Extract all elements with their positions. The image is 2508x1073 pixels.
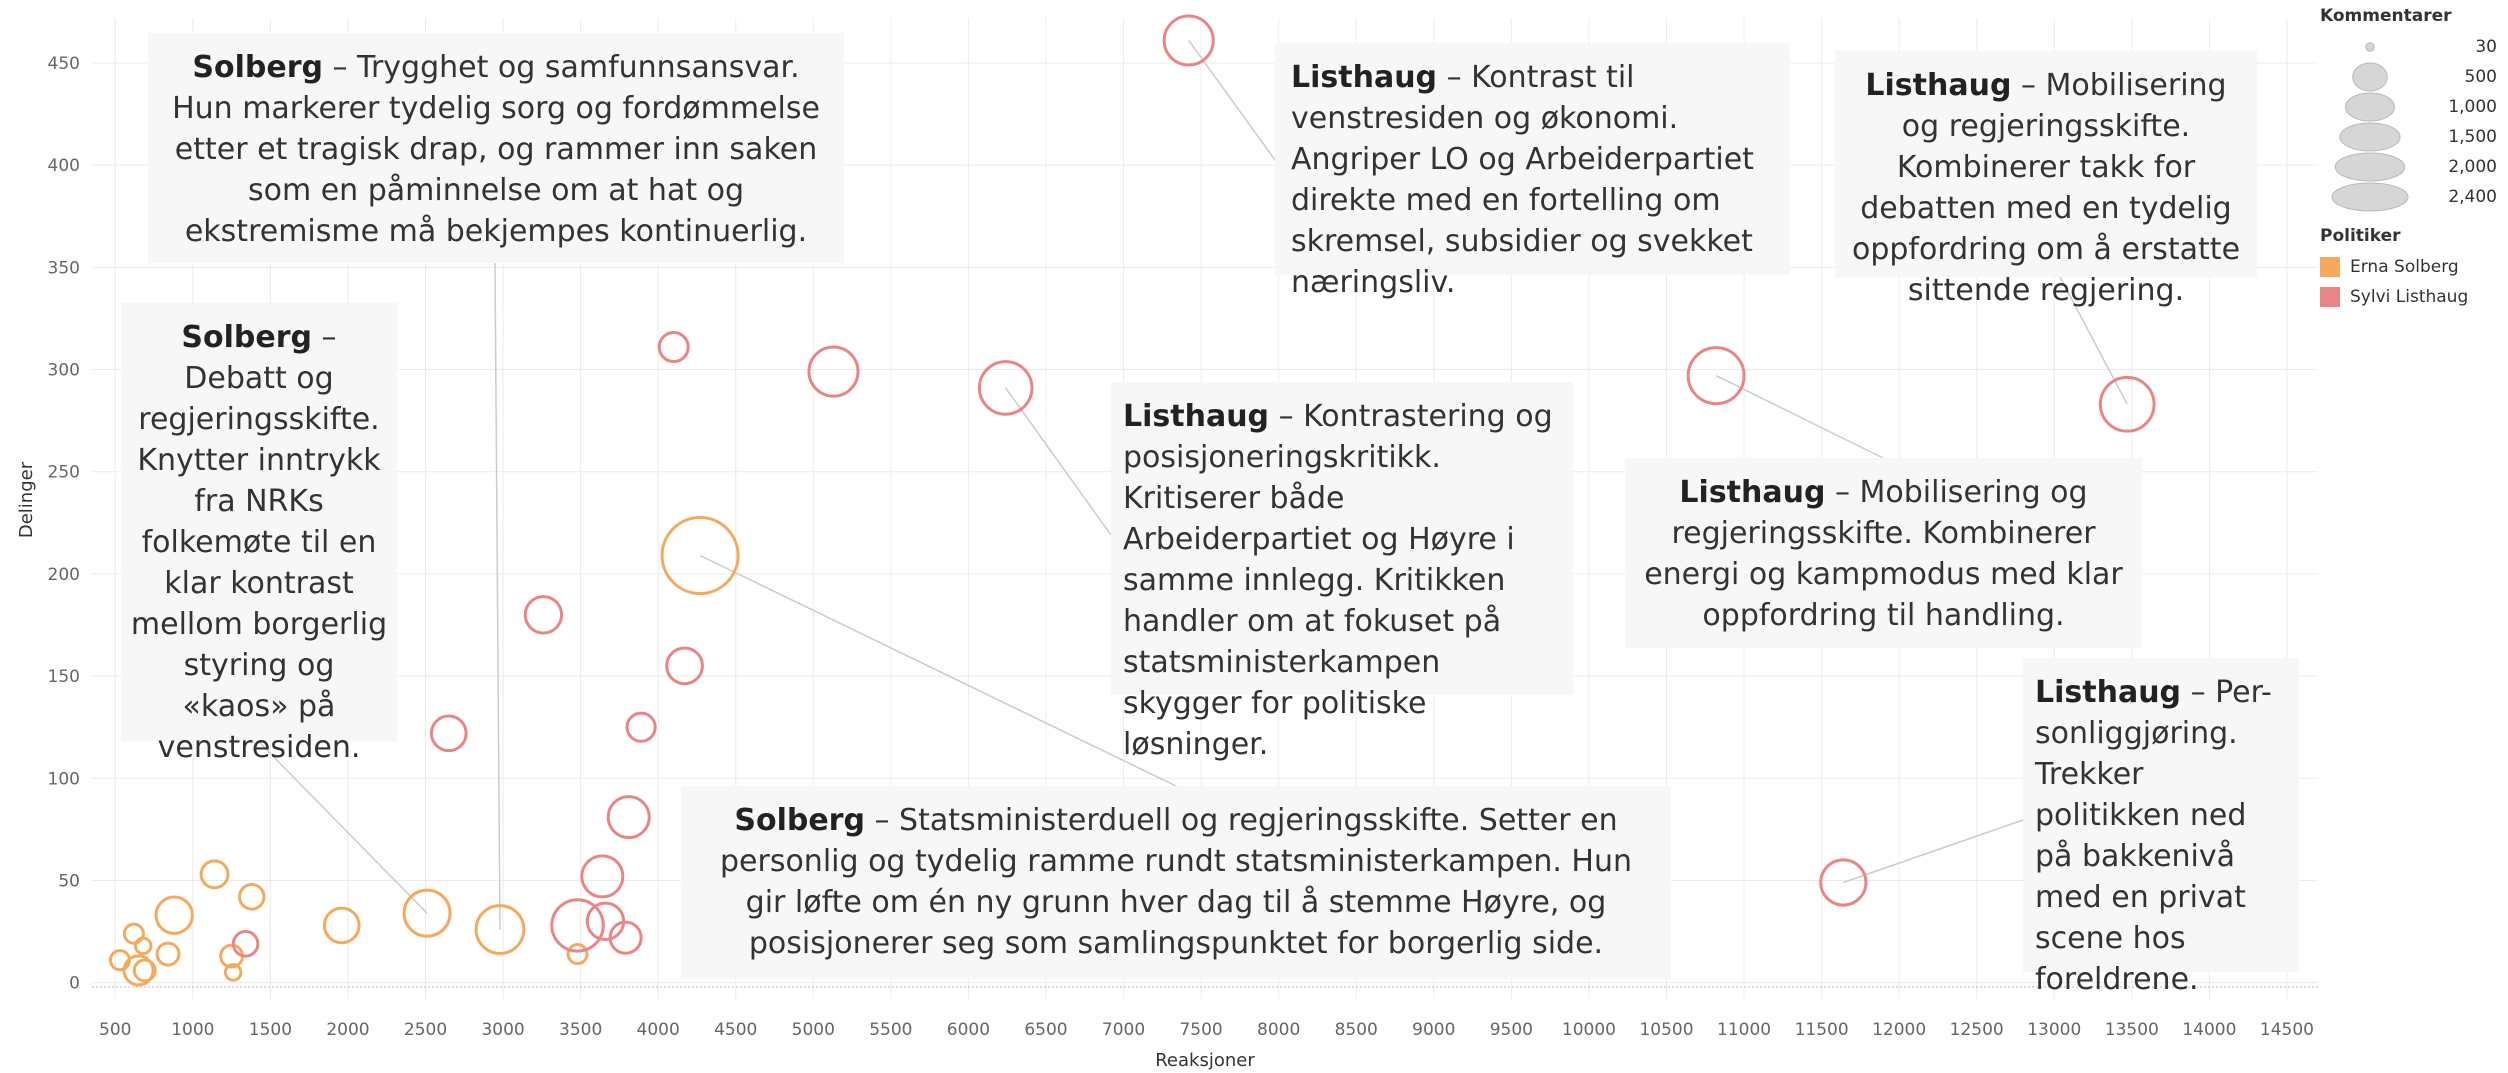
data-point-erna-solberg[interactable] <box>156 897 192 933</box>
annotation-listhaug-mobilisering-takk <box>1835 51 2257 308</box>
annotation-text: – Mobilisering og regjeringsskifte. Kombinerer takk for debatten med en tydelig oppfordring om å erstatte sittende regjering. <box>1851 68 2241 308</box>
data-point-erna-solberg[interactable] <box>568 945 587 964</box>
x-tick-label: 11500 <box>1794 1020 1849 1040</box>
size-legend-label: 2,000 <box>2448 157 2497 177</box>
data-point-sylvi-listhaug[interactable] <box>659 333 688 362</box>
data-point-sylvi-listhaug[interactable] <box>608 797 649 838</box>
y-tick-label: 150 <box>47 667 80 688</box>
x-tick-label: 4000 <box>636 1020 680 1040</box>
annotation-politician-name: Solberg <box>192 50 323 85</box>
x-tick-label: 10000 <box>1561 1020 1616 1040</box>
size-legend-label: 1,500 <box>2448 127 2497 147</box>
x-tick-label: 13000 <box>2027 1020 2082 1040</box>
size-legend-bubble <box>2320 62 2420 92</box>
legend-swatch <box>2320 257 2340 277</box>
y-tick-label: 0 <box>69 973 80 994</box>
size-legend-bubble <box>2320 122 2420 152</box>
y-tick-label: 100 <box>47 769 80 790</box>
x-tick-label: 500 <box>99 1020 132 1040</box>
x-tick-label: 6000 <box>946 1020 991 1040</box>
x-tick-label: 3500 <box>559 1020 603 1040</box>
size-legend-circle <box>2340 123 2400 151</box>
size-legend-label: 30 <box>2475 37 2497 57</box>
data-point-sylvi-listhaug[interactable] <box>809 347 858 396</box>
data-point-sylvi-listhaug[interactable] <box>582 856 623 897</box>
x-tick-label: 2000 <box>326 1020 370 1040</box>
size-legend <box>2320 32 2505 212</box>
legend-item-erna-solberg[interactable] <box>2320 252 2505 282</box>
size-legend-item <box>2320 182 2505 212</box>
legend-label: Sylvi Listhaug <box>2350 287 2469 307</box>
annotation-listhaug-personliggjoring <box>2023 658 2299 997</box>
size-legend-label: 1,000 <box>2448 97 2497 117</box>
x-tick-label: 1000 <box>171 1020 215 1040</box>
data-point-sylvi-listhaug[interactable] <box>587 903 623 939</box>
size-legend-title: Kommentarer <box>2320 6 2452 26</box>
y-tick-label: 250 <box>47 462 80 483</box>
size-legend-circle <box>2345 93 2394 121</box>
annotation-politician-name: Listhaug <box>1123 399 1270 434</box>
x-tick-label: 9000 <box>1412 1020 1456 1040</box>
annotation-connector <box>1843 820 2023 883</box>
annotation-politician-name: Listhaug <box>1291 60 1438 95</box>
legend-item-sylvi-listhaug[interactable] <box>2320 282 2505 312</box>
x-tick-label: 5500 <box>869 1020 913 1040</box>
data-point-sylvi-listhaug[interactable] <box>525 597 561 633</box>
x-tick-label: 14000 <box>2182 1020 2237 1040</box>
x-tick-label: 7000 <box>1101 1020 1146 1040</box>
x-tick-labels <box>99 1020 2314 1040</box>
legend <box>2320 6 2505 312</box>
x-tick-label: 14500 <box>2259 1020 2315 1040</box>
size-legend-circle <box>2366 43 2374 51</box>
data-point-erna-solberg[interactable] <box>324 908 359 943</box>
annotation-text: – Mobilisering og regjeringsskifte. Kombinerer energi og kampmodus med klar oppfordring til handling. <box>1644 475 2123 633</box>
data-point-erna-solberg[interactable] <box>201 861 228 888</box>
data-point-sylvi-listhaug[interactable] <box>431 716 466 751</box>
y-tick-label: 50 <box>58 871 80 892</box>
annotation-politician-name: Solberg <box>734 803 865 838</box>
x-axis-title: Reaksjoner <box>1155 1050 1255 1071</box>
annotation-solberg-statsministerduell <box>681 786 1671 979</box>
x-tick-label: 9500 <box>1489 1020 1533 1040</box>
x-tick-label: 10500 <box>1639 1020 1694 1040</box>
size-legend-bubble <box>2320 182 2420 212</box>
x-tick-label: 12500 <box>1949 1020 2004 1040</box>
y-tick-label: 400 <box>47 156 80 177</box>
annotation-text: – Trygghet og samfunnsansvar. Hun markerer tydelig sorg og fordømmelse etter et tragisk drap, og rammer inn saken som en påminnelse om at hat og ekstremisme må bekjempes kontinuerlig. <box>172 50 820 249</box>
annotation-listhaug-mobilisering-energi <box>1625 458 2142 648</box>
annotation-connector <box>1189 40 1275 160</box>
size-legend-item <box>2320 122 2505 152</box>
data-point-erna-solberg[interactable] <box>157 943 179 965</box>
annotation-text: – Kontrastering og posisjoneringskritikk. Kritiserer både Arbeiderpartiet og Høyre i samme innlegg. Kritikken handler om at fokuset på statsministerkampen skygger for politiske løsninger. <box>1123 399 1553 762</box>
y-tick-label: 450 <box>47 53 80 74</box>
data-point-erna-solberg[interactable] <box>240 885 265 910</box>
x-tick-label: 6500 <box>1024 1020 1068 1040</box>
size-legend-circle <box>2353 63 2388 91</box>
annotation-text: – Statsministerduell og regjeringsskifte. Setter en personlig og tydelig ramme rundt statsministerkampen. Hun gir løfte om én ny grunn hver dag til å stemme Høyre, og posisjonerer seg som samlingspunktet for borgerlig side. <box>719 803 1633 961</box>
size-legend-label: 500 <box>2464 67 2497 87</box>
y-tick-labels <box>48 54 80 994</box>
legend-label: Erna Solberg <box>2350 257 2459 277</box>
annotation-connector <box>495 263 500 930</box>
x-tick-label: 1500 <box>248 1020 293 1040</box>
y-axis-title: Delinger <box>16 461 37 539</box>
annotation-listhaug-kontrast-venstresiden <box>1275 43 1790 300</box>
color-legend-title: Politiker <box>2320 226 2401 246</box>
y-tick-label: 200 <box>47 564 80 585</box>
annotation-politician-name: Listhaug <box>2035 675 2182 710</box>
y-tick-label: 350 <box>47 258 80 279</box>
x-tick-label: 4500 <box>714 1020 758 1040</box>
x-tick-label: 3000 <box>481 1020 525 1040</box>
x-tick-label: 11000 <box>1717 1020 1772 1040</box>
x-tick-label: 13500 <box>2104 1020 2159 1040</box>
x-tick-label: 2500 <box>403 1020 448 1040</box>
data-point-sylvi-listhaug[interactable] <box>667 648 703 684</box>
annotation-solberg-trygghet <box>148 33 844 263</box>
size-legend-label: 2,400 <box>2448 187 2497 207</box>
data-point-sylvi-listhaug[interactable] <box>627 713 655 741</box>
size-legend-circle <box>2332 183 2408 211</box>
data-point-erna-solberg[interactable] <box>135 938 151 954</box>
x-tick-label: 12000 <box>1872 1020 1927 1040</box>
x-tick-label: 8500 <box>1334 1020 1378 1040</box>
size-legend-circle <box>2335 153 2404 181</box>
annotation-text: – Per-sonliggjøring. Trekker politikken ned på bakkenivå med en privat scene hos foreldrene. <box>2035 675 2272 997</box>
legend-swatch <box>2320 287 2340 307</box>
annotation-politician-name: Solberg <box>181 320 313 355</box>
size-legend-item <box>2320 92 2505 122</box>
annotation-listhaug-kontrastering <box>1111 382 1573 762</box>
size-legend-item <box>2320 62 2505 92</box>
annotation-solberg-debatt <box>121 303 397 765</box>
data-point-sylvi-listhaug[interactable] <box>233 932 258 957</box>
annotation-connector <box>700 556 1176 786</box>
x-tick-label: 5000 <box>791 1020 835 1040</box>
size-legend-bubble <box>2320 92 2420 122</box>
annotation-politician-name: Listhaug <box>1865 68 2012 103</box>
size-legend-bubble <box>2320 32 2420 62</box>
size-legend-bubble <box>2320 152 2420 182</box>
y-tick-label: 300 <box>47 360 80 381</box>
size-legend-item <box>2320 152 2505 182</box>
size-legend-item <box>2320 32 2505 62</box>
annotation-text: – Debatt og regjeringsskifte. Knytter inntrykk fra NRKs folkemøte til en klar kontrast mellom borgerlig styring og «kaos» på venstresiden. <box>130 320 388 765</box>
x-tick-label: 7500 <box>1179 1020 1223 1040</box>
data-point-erna-solberg[interactable] <box>124 924 143 943</box>
annotation-text: – Kontrast til venstresiden og økonomi. Angriper LO og Arbeiderpartiet direkte med en fortelling om skremsel, subsidier og svekket næringsliv. <box>1291 60 1754 300</box>
annotation-politician-name: Listhaug <box>1679 475 1826 510</box>
x-tick-label: 8000 <box>1257 1020 1301 1040</box>
